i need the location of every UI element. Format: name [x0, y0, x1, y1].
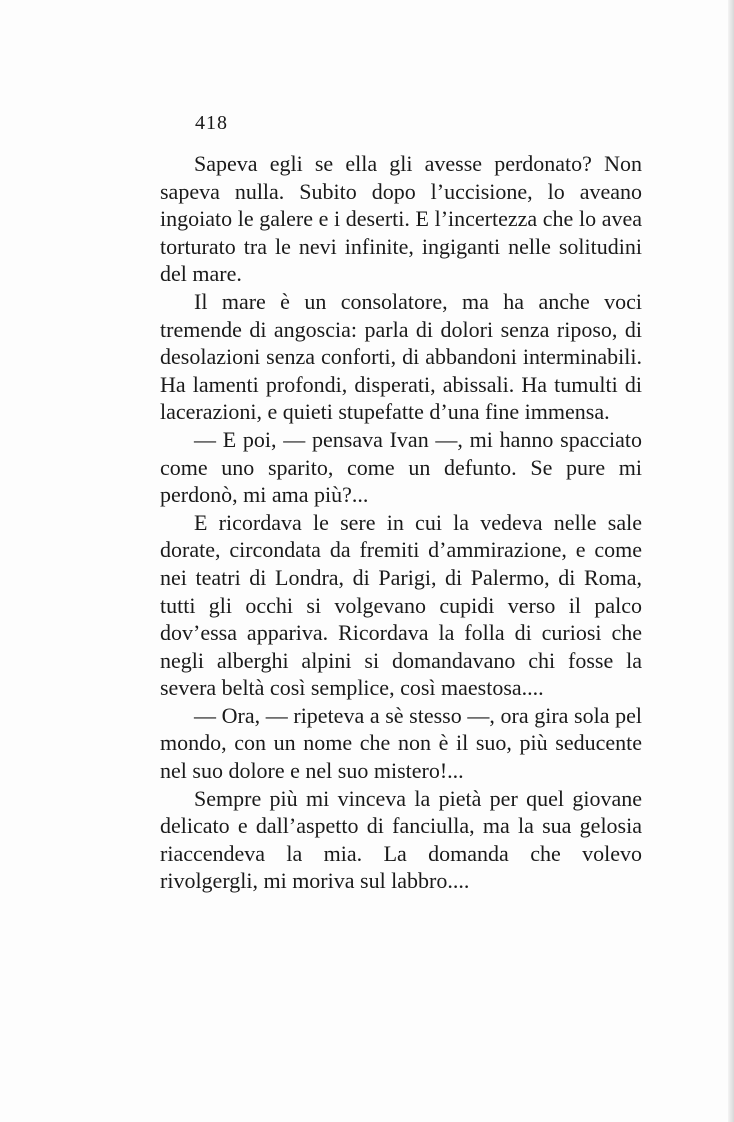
page-number: 418: [195, 112, 228, 134]
paragraph-4: E ricordava le sere in cui la vedeva nelle sale dorate, circondata da fremiti d’ammirazione, e come nei teatri di Londra, di Parigi, di Palermo, di Roma, tutti gli occhi si volgevano cupidi verso il palco dov’essa appariva. Ricordava la folla di curiosi che negli alberghi alpini si domandavano chi fosse la severa beltà così semplice, così maestosa....: [160, 509, 642, 701]
body-text: [160, 150, 642, 895]
paragraph-3: — E poi, — pensava Ivan —, mi hanno spacciato come uno sparito, come un defunto. Se pure mi perdonò, mi ama più?...: [160, 426, 642, 508]
paragraph-6: Sempre più mi vinceva la pietà per quel giovane delicato e dall’aspetto di fanciulla, ma la sua gelosia riaccendeva la mia. La domanda che volevo rivolgergli, mi moriva sul labbro....: [160, 785, 642, 894]
page-edge-shadow: [728, 0, 734, 1122]
paragraph-2: Il mare è un consolatore, ma ha anche voci tremende di angoscia: parla di dolori senza riposo, di desolazioni senza conforti, di abbandoni interminabili. Ha lamenti profondi, disperati, abissali. Ha tumulti di lacerazioni, e quieti stupefatte d’una fine immensa.: [160, 288, 642, 425]
paragraph-5: — Ora, — ripeteva a sè stesso —, ora gira sola pel mondo, con un nome che non è il suo, più seducente nel suo dolore e nel suo mistero!...: [160, 702, 642, 784]
paragraph-1: Sapeva egli se ella gli avesse perdonato? Non sapeva nulla. Subito dopo l’uccisione, lo aveano ingoiato le galere e i deserti. E l’incertezza che lo avea torturato tra le nevi infinite, ingiganti nelle solitudini del mare.: [160, 151, 642, 287]
